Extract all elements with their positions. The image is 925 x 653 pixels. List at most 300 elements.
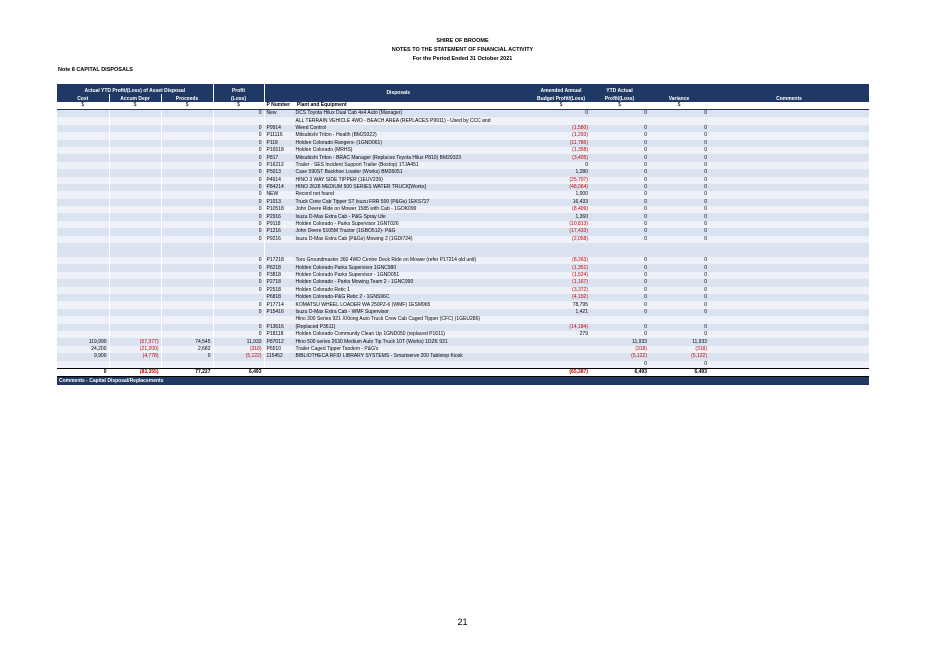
table-row — [57, 279, 869, 286]
table-row — [57, 213, 869, 220]
row-description-cell — [264, 177, 532, 184]
row-proceeds — [161, 228, 213, 235]
table-row — [57, 257, 869, 264]
row-accum — [109, 294, 161, 301]
totals-row — [57, 368, 869, 376]
row-comment — [709, 117, 869, 124]
row-pnumber: P9216 — [266, 235, 281, 242]
row-description-cell — [264, 221, 532, 228]
row-pnumber: P5013 — [266, 169, 281, 176]
total-variance: 6,493 — [649, 368, 709, 376]
row-profit: 0 — [213, 309, 264, 316]
row-variance: 0 — [649, 132, 709, 139]
row-description: Holden Colorado-P&G Retic 2 - 1GNS96C — [295, 294, 390, 301]
row-cost — [57, 279, 109, 286]
row-variance: 0 — [649, 162, 709, 169]
row-budget: (25,707) — [532, 177, 590, 184]
row-pnumber: P9118 — [266, 221, 281, 228]
row-accum — [109, 125, 161, 132]
row-comment — [709, 169, 869, 176]
row-comment — [709, 361, 869, 369]
row-ytd: 11,933 — [590, 338, 649, 345]
row-cost — [57, 228, 109, 235]
row-description-cell — [264, 324, 532, 331]
row-pnumber: P16212 — [266, 161, 284, 168]
row-profit: 0 — [213, 154, 264, 161]
row-ytd: 0 — [590, 191, 649, 198]
row-description-cell — [264, 264, 532, 271]
row-comment — [709, 353, 869, 360]
row-description-cell — [264, 147, 532, 154]
total-profit: 6,493 — [213, 368, 264, 376]
row-description-cell — [264, 331, 532, 338]
row-comment — [709, 184, 869, 191]
row-proceeds — [161, 206, 213, 213]
table-row — [57, 169, 869, 176]
row-description: John Deere 5105M Tractor (1GBO512)- P&G — [295, 228, 396, 235]
row-budget: (8,409) — [532, 206, 590, 213]
row-description-cell — [264, 199, 532, 206]
row-description: KOMATSU WHEEL LOADER WA 250PZ-6 (WMF) 1ESM965 — [295, 301, 431, 308]
row-budget: (3,405) — [532, 154, 590, 161]
row-description-cell — [264, 353, 532, 360]
row-accum — [109, 361, 161, 369]
row-description-cell — [264, 140, 532, 147]
row-ytd: 0 — [590, 213, 649, 220]
ytd-header-1: YTD Actual — [590, 84, 649, 94]
row-proceeds — [161, 162, 213, 169]
row-cost — [57, 294, 109, 301]
note-title: Note 8 CAPITAL DISPOSALS — [58, 67, 133, 73]
row-description: Mitsubishi Triton - BRAC Manager (Replaces Toyota Hilux P810) BM29323 — [295, 154, 462, 161]
row-variance — [649, 243, 709, 257]
row-accum — [109, 147, 161, 154]
row-profit: 0 — [213, 199, 264, 206]
table-row — [57, 199, 869, 206]
table-row — [57, 206, 869, 213]
row-cost — [57, 324, 109, 331]
table-row — [57, 154, 869, 161]
row-budget: (4,192) — [532, 294, 590, 301]
disposals-header: Disposals — [264, 84, 532, 102]
total-ytd: 6,493 — [590, 368, 649, 376]
row-comment — [709, 154, 869, 161]
row-pnumber: NEW — [266, 191, 279, 198]
row-accum — [109, 184, 161, 191]
row-comment — [709, 236, 869, 243]
row-cost — [57, 243, 109, 257]
row-profit: 0 — [213, 324, 264, 331]
row-ytd: 0 — [590, 331, 649, 338]
table-row — [57, 309, 869, 316]
row-accum — [109, 316, 161, 323]
row-description-cell — [264, 309, 532, 316]
profit-header-1: Profit — [213, 84, 264, 94]
row-cost: 24,200 — [57, 346, 109, 353]
row-budget: (1,167) — [532, 279, 590, 286]
row-budget — [532, 361, 590, 369]
row-pnumber: New — [266, 110, 277, 117]
row-ytd: 0 — [590, 301, 649, 308]
row-profit: 0 — [213, 169, 264, 176]
row-proceeds: 0 — [161, 353, 213, 360]
row-description-cell — [264, 243, 532, 257]
row-proceeds — [161, 132, 213, 139]
row-pnumber: P84214 — [266, 184, 284, 191]
row-ytd: (5,122) — [590, 353, 649, 360]
row-accum — [109, 199, 161, 206]
row-proceeds: 74,545 — [161, 338, 213, 345]
total-proceeds: 77,227 — [161, 368, 213, 376]
row-budget: 1,421 — [532, 309, 590, 316]
row-proceeds — [161, 169, 213, 176]
row-pnumber: P1216 — [266, 228, 281, 235]
row-proceeds — [161, 154, 213, 161]
row-description-cell — [264, 361, 532, 369]
row-variance: 0 — [649, 199, 709, 206]
row-proceeds — [161, 331, 213, 338]
row-description-cell — [264, 287, 532, 294]
row-budget: 1,360 — [532, 213, 590, 220]
row-profit: 0 — [213, 228, 264, 235]
row-variance: 0 — [649, 140, 709, 147]
row-comment — [709, 243, 869, 257]
row-comment — [709, 228, 869, 235]
row-profit: 0 — [213, 301, 264, 308]
row-description-cell — [264, 294, 532, 301]
row-pnumber: P13616 — [266, 323, 284, 330]
row-proceeds — [161, 125, 213, 132]
row-accum — [109, 309, 161, 316]
row-accum — [109, 272, 161, 279]
row-proceeds — [161, 191, 213, 198]
row-variance — [649, 316, 709, 323]
row-budget: (1,358) — [532, 147, 590, 154]
row-ytd: (318) — [590, 346, 649, 353]
row-accum — [109, 257, 161, 264]
row-budget: 78,795 — [532, 301, 590, 308]
row-variance: (318) — [649, 346, 709, 353]
row-variance: 0 — [649, 236, 709, 243]
row-accum — [109, 324, 161, 331]
row-variance: 0 — [649, 147, 709, 154]
row-comment — [709, 294, 869, 301]
unit-label: $ — [213, 102, 264, 110]
row-description: John Deere Ride on Mower 1585 with Cab - 1GOK099 — [295, 206, 417, 213]
row-description-cell — [264, 316, 532, 323]
row-cost — [57, 316, 109, 323]
row-cost — [57, 221, 109, 228]
row-cost — [57, 287, 109, 294]
row-budget: 16,433 — [532, 199, 590, 206]
profit-header-2: (Loss) — [213, 94, 264, 102]
row-description: Holden Colorado Parks Supervisor - 1GND051 — [295, 272, 400, 278]
row-description-cell — [264, 338, 532, 345]
row-description: Record not found — [295, 191, 334, 198]
row-budget: 0 — [532, 110, 590, 118]
group-header: Actual YTD Profit/(Loss) of Asset Disposal — [57, 84, 213, 94]
row-proceeds — [161, 236, 213, 243]
row-proceeds — [161, 110, 213, 118]
row-ytd: 0 — [590, 279, 649, 286]
table-row — [57, 228, 869, 235]
row-comment — [709, 279, 869, 286]
row-description: Hino 500 series 2630 Medium Auto Tip Truck 10T (Works) 1DZK 931 — [295, 338, 448, 345]
row-profit: 0 — [213, 221, 264, 228]
row-pnumber: P2916 — [266, 213, 281, 220]
row-description: Trailer Caged Tipper Tandem - P&G's — [295, 345, 379, 352]
row-budget — [532, 338, 590, 345]
row-profit: 0 — [213, 177, 264, 184]
row-profit: 0 — [213, 110, 264, 118]
row-variance — [649, 117, 709, 124]
row-ytd: 0 — [590, 287, 649, 294]
table-row — [57, 117, 869, 124]
row-pnumber: P6218 — [266, 264, 281, 271]
row-cost: 119,990 — [57, 338, 109, 345]
row-proceeds — [161, 184, 213, 191]
row-pnumber: P6818 — [266, 294, 281, 301]
row-variance: 0 — [649, 294, 709, 301]
row-budget — [532, 117, 590, 124]
row-pnumber: P17218 — [266, 257, 284, 264]
row-description-cell — [264, 213, 532, 220]
row-comment — [709, 272, 869, 279]
plant-label: Plant and Equipment — [296, 102, 347, 108]
table-row — [57, 338, 869, 345]
table-row — [57, 177, 869, 184]
section-header — [264, 102, 532, 110]
row-cost — [57, 236, 109, 243]
row-comment — [709, 309, 869, 316]
row-description: Trailer - SES Incident Support Trailer (Boxtop) 1TJA451 — [295, 161, 419, 168]
row-ytd: 0 — [590, 154, 649, 161]
table-row — [57, 301, 869, 308]
row-comment — [709, 257, 869, 264]
row-accum — [109, 154, 161, 161]
row-comment — [709, 213, 869, 220]
table-row — [57, 184, 869, 191]
row-proceeds — [161, 221, 213, 228]
row-description: Hino 300 Series 921 XXlong Auto Truck Crew Cab Caged Tipper (CFC) (1GEU286) — [295, 316, 481, 323]
row-accum — [109, 236, 161, 243]
row-comment — [709, 132, 869, 139]
report-title: NOTES TO THE STATEMENT OF FINANCIAL ACTIVITY — [391, 47, 534, 53]
row-accum — [109, 243, 161, 257]
row-description: Holden Colorado - Parks Supervisor 1GNT026 — [295, 221, 399, 228]
row-description: Weed Control — [295, 124, 326, 131]
row-accum — [109, 301, 161, 308]
row-description: Holden Colorado (MRHS) — [295, 147, 353, 154]
row-ytd — [590, 316, 649, 323]
row-ytd: 0 — [590, 309, 649, 316]
row-cost — [57, 125, 109, 132]
row-proceeds — [161, 147, 213, 154]
row-accum — [109, 264, 161, 271]
row-accum: (4,778) — [109, 353, 161, 360]
row-cost — [57, 117, 109, 124]
row-variance: 0 — [649, 331, 709, 338]
row-comment — [709, 199, 869, 206]
row-ytd: 0 — [590, 177, 649, 184]
row-cost — [57, 309, 109, 316]
row-accum — [109, 287, 161, 294]
row-budget: (1,580) — [532, 125, 590, 132]
row-proceeds — [161, 140, 213, 147]
capital-disposals-table — [57, 84, 869, 385]
row-ytd: 0 — [590, 132, 649, 139]
row-ytd: 0 — [590, 162, 649, 169]
row-cost — [57, 162, 109, 169]
table-row — [57, 236, 869, 243]
row-proceeds — [161, 361, 213, 369]
row-variance: 0 — [649, 154, 709, 161]
unit-label: $ — [649, 102, 709, 110]
row-pnumber: P16518 — [266, 147, 284, 154]
table-row — [57, 353, 869, 360]
table-row — [57, 140, 869, 147]
row-cost — [57, 361, 109, 369]
row-cost — [57, 206, 109, 213]
council-name: SHIRE OF BROOME — [436, 38, 489, 44]
row-variance: 0 — [649, 309, 709, 316]
row-budget: (1,293) — [532, 132, 590, 139]
row-description: Isuzu D-Max Extra Cab - WMF Supervisor — [295, 308, 389, 315]
row-comment — [709, 338, 869, 345]
row-budget: 1,000 — [532, 191, 590, 198]
row-variance: 0 — [649, 301, 709, 308]
row-variance: 0 — [649, 184, 709, 191]
row-profit: 0 — [213, 264, 264, 271]
row-ytd: 0 — [590, 236, 649, 243]
table-row — [57, 162, 869, 169]
row-cost — [57, 191, 109, 198]
row-accum — [109, 162, 161, 169]
row-description: (Replaced P3611) — [295, 323, 336, 330]
proceeds-header: Proceeds — [161, 94, 213, 102]
row-proceeds: 2,682 — [161, 346, 213, 353]
row-description-cell — [264, 117, 532, 124]
row-description: Truck Crew Cab Tipper ST Isuzu FRR 500 (P&Gs) 1EKS727 — [295, 198, 430, 205]
row-pnumber: 115452 — [266, 353, 283, 360]
row-profit: (5,122) — [213, 353, 264, 360]
row-proceeds — [161, 301, 213, 308]
row-cost — [57, 272, 109, 279]
row-ytd: 0 — [590, 361, 649, 369]
row-ytd: 0 — [590, 272, 649, 279]
row-budget: (14,184) — [532, 324, 590, 331]
row-description-cell — [264, 125, 532, 132]
row-profit: 0 — [213, 191, 264, 198]
row-comment — [709, 301, 869, 308]
row-pnumber: P118 — [266, 139, 278, 146]
row-description: Holden Colorado - Parks Mowing Team 2 - 1GNC990 — [295, 279, 414, 286]
row-pnumber: P6510 — [266, 345, 281, 352]
row-variance: 0 — [649, 279, 709, 286]
pnumber-label: P Number — [266, 102, 291, 108]
row-variance: 0 — [649, 177, 709, 184]
row-profit: 0 — [213, 184, 264, 191]
row-budget: 1,280 — [532, 169, 590, 176]
row-ytd: 0 — [590, 110, 649, 118]
row-profit: 0 — [213, 140, 264, 147]
row-ytd: 0 — [590, 140, 649, 147]
row-variance: 0 — [649, 264, 709, 271]
row-ytd: 0 — [590, 294, 649, 301]
row-profit — [213, 361, 264, 369]
row-comment — [709, 147, 869, 154]
table-row — [57, 243, 869, 257]
row-description: BIBLIOTHECA RFID LIBRARY SYSTEMS - Smartserve 200 Tabletop Kiosk — [295, 353, 463, 360]
row-cost — [57, 154, 109, 161]
row-cost — [57, 177, 109, 184]
page-number: 21 — [457, 617, 468, 627]
row-description: Holden Colorado Community Clean Up 1GND050 (replaced P1611) — [295, 331, 445, 338]
row-description-cell — [264, 132, 532, 139]
row-comment — [709, 177, 869, 184]
row-proceeds — [161, 309, 213, 316]
row-comment — [709, 264, 869, 271]
table-row — [57, 147, 869, 154]
row-description-cell — [264, 184, 532, 191]
row-budget — [532, 353, 590, 360]
row-pnumber: P11116 — [266, 132, 283, 139]
row-profit: 0 — [213, 279, 264, 286]
row-pnumber: P1013 — [266, 198, 281, 205]
table-row — [57, 132, 869, 139]
row-pnumber: P87012 — [266, 338, 284, 345]
row-accum — [109, 110, 161, 118]
row-description: Holden Colorado Parks Supervisor 1GNC980 — [295, 264, 397, 271]
unit-label: $ — [161, 102, 213, 110]
row-cost — [57, 110, 109, 118]
row-ytd: 0 — [590, 199, 649, 206]
row-comment — [709, 110, 869, 118]
row-budget: 0 — [532, 162, 590, 169]
row-description-cell — [264, 236, 532, 243]
row-accum — [109, 206, 161, 213]
row-cost — [57, 264, 109, 271]
row-pnumber: P2518 — [266, 286, 281, 293]
row-budget — [532, 243, 590, 257]
row-ytd: 0 — [590, 221, 649, 228]
row-proceeds — [161, 279, 213, 286]
row-profit: 0 — [213, 162, 264, 169]
row-variance: 0 — [649, 191, 709, 198]
comments-footer: Comments - Capital Disposal/Replacements — [57, 377, 869, 386]
row-budget: 279 — [532, 331, 590, 338]
row-accum — [109, 228, 161, 235]
row-description: Holden Colorado Retic 1 — [295, 286, 350, 293]
table-row — [57, 346, 869, 353]
row-profit — [213, 243, 264, 257]
row-proceeds — [161, 243, 213, 257]
budget-header-1: Amended Annual — [532, 84, 590, 94]
table-row — [57, 331, 869, 338]
row-profit — [213, 316, 264, 323]
row-ytd: 0 — [590, 264, 649, 271]
row-description-cell — [264, 162, 532, 169]
row-ytd: 0 — [590, 324, 649, 331]
row-pnumber: P9914 — [266, 124, 281, 131]
row-description-cell — [264, 301, 532, 308]
row-budget: (2,058) — [532, 236, 590, 243]
row-cost: 9,900 — [57, 353, 109, 360]
row-description: HINO 2628 MEDIUM 500 SERIES WATER TRUCK[Works] — [295, 184, 426, 191]
row-accum — [109, 177, 161, 184]
row-profit — [213, 117, 264, 124]
row-description-cell — [264, 346, 532, 353]
